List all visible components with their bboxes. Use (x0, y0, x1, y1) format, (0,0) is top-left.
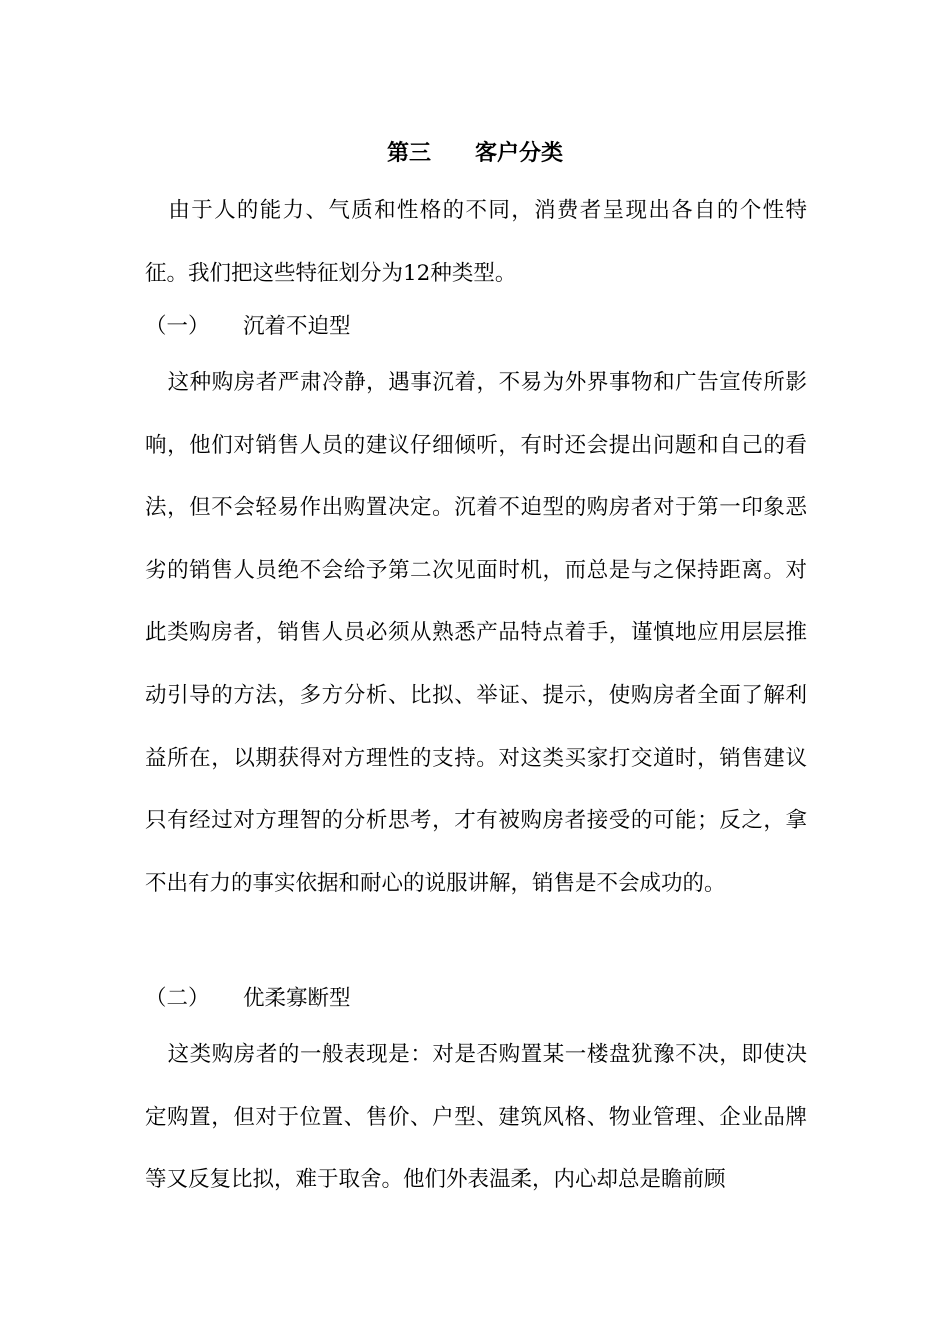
section-heading-2 (145, 984, 351, 1014)
section-name: 优柔寡断型 (243, 986, 351, 1011)
intro-paragraph (145, 180, 807, 305)
section-heading-1 (145, 312, 351, 342)
section-body-text: 这类购房者的一般表现是：对是否购置某一楼盘犹豫不决，即使决定购置，但对于位置、售价、户型、建筑风格、物业管理、企业品牌等又反复比拟，难于取舍。他们外表温柔，内心却总是瞻前顾 (145, 1042, 807, 1193)
section-number: （二） (145, 986, 210, 1011)
section-name: 沉着不迫型 (243, 314, 351, 339)
section-body-1 (145, 352, 807, 915)
section-body-2 (145, 1024, 807, 1212)
section-body-text: 这种购房者严肃冷静，遇事沉着，不易为外界事物和广告宣传所影响，他们对销售人员的建议仔细倾听，有时还会提出问题和自己的看法，但不会轻易作出购置决定。沉着不迫型的购房者对于第一印象恶劣的销售人员绝不会给予第二次见面时机，而总是与之保持距离。对此类购房者，销售人员必须从熟悉产品特点着手，谨慎地应用层层推动引导的方法，多方分析、比拟、举证、提示，使购房者全面了解利益所在，以期获得对方理性的支持。对这类买家打交道时，销售建议只有经过对方理智的分析思考，才有被购房者接受的可能；反之，拿不出有力的事实依据和耐心的说服讲解，销售是不会成功的。 (145, 370, 807, 896)
page-title: 第三 客户分类 (386, 140, 563, 166)
intro-text: 由于人的能力、气质和性格的不同，消费者呈现出各自的个性特征。我们把这些特征划分为12种类型。 (145, 198, 807, 286)
section-number: （一） (145, 314, 210, 339)
